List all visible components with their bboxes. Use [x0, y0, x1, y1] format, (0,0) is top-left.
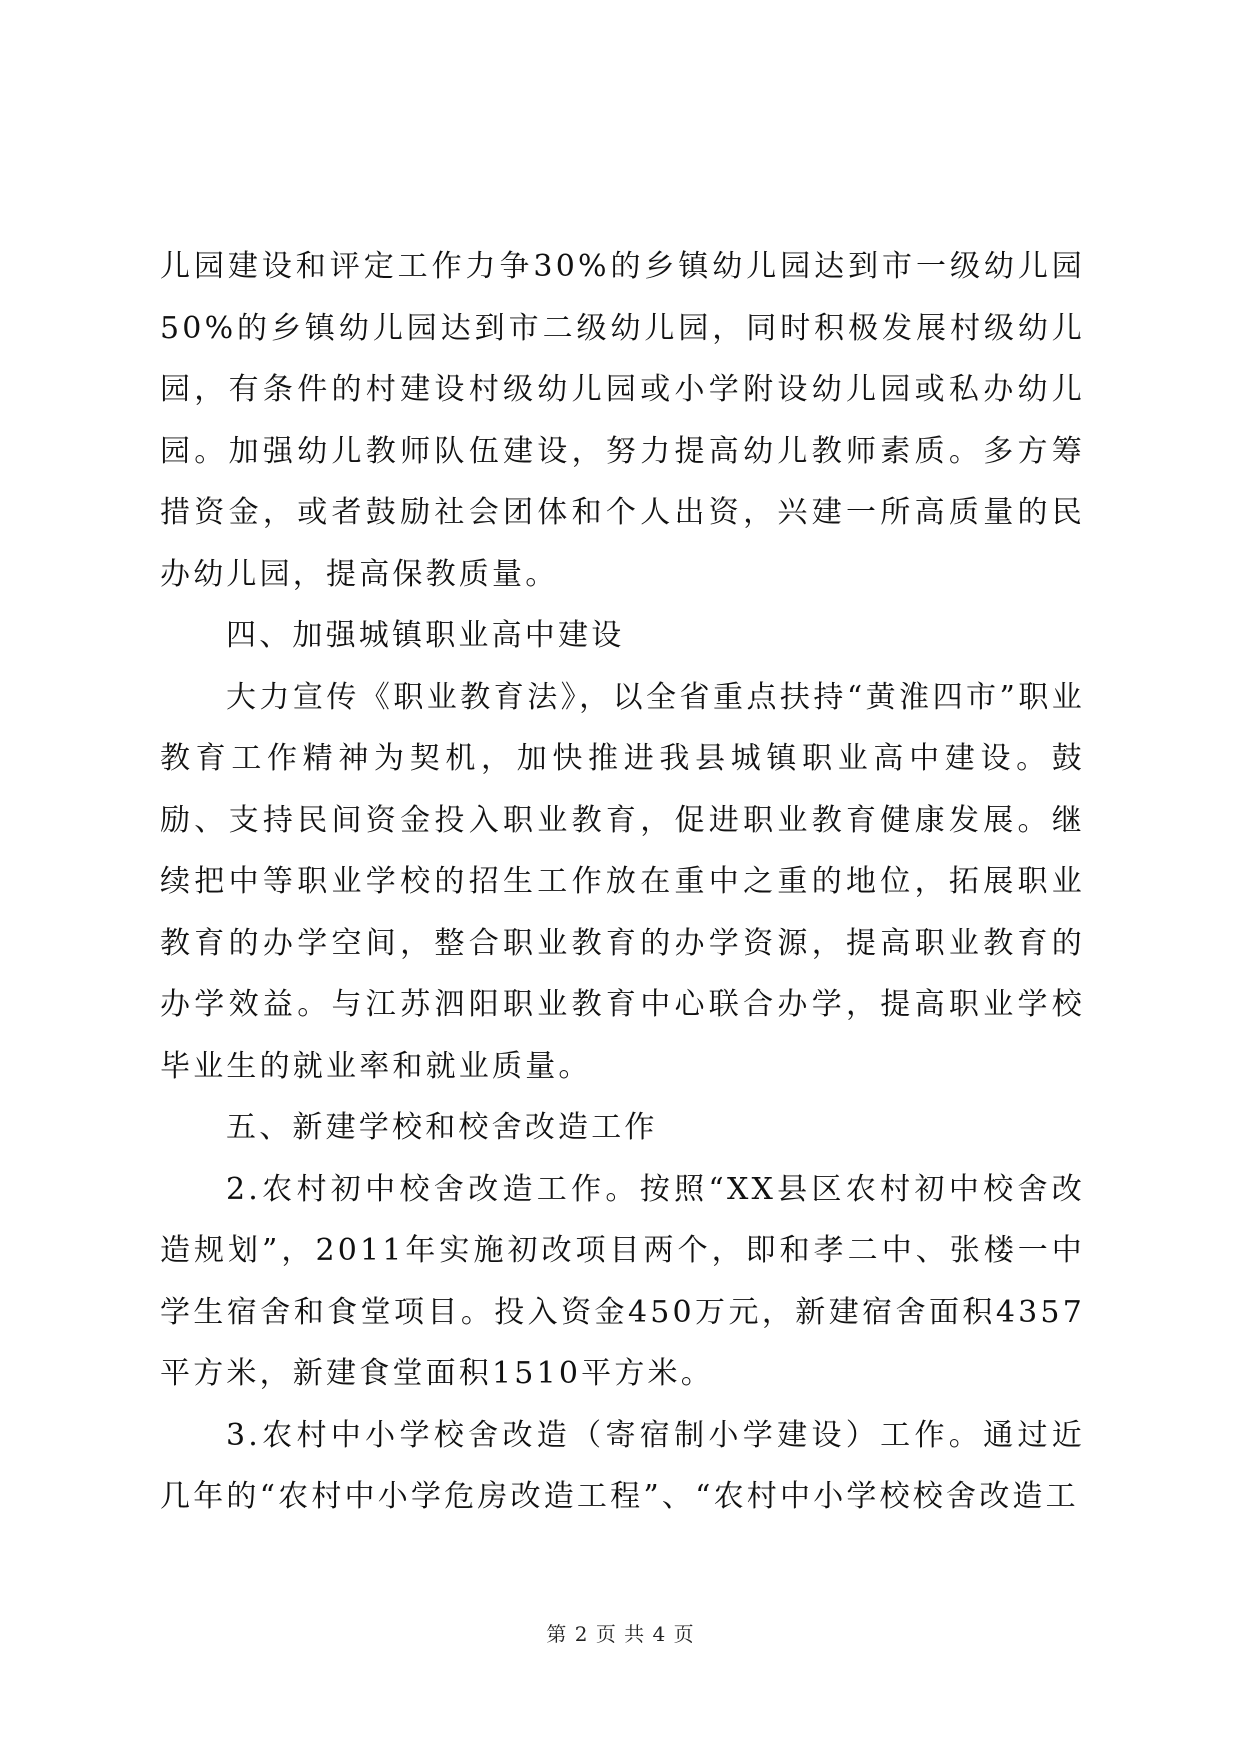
paragraph-boarding-school-renovation: 3.农村中小学校舍改造（寄宿制小学建设）工作。通过近几年的“农村中小学危房改造工程”、“农村中小学校校舍改造工 [160, 1417, 1085, 1514]
paragraph-continuation: 儿园建设和评定工作力争30%的乡镇幼儿园达到市一级幼儿园50%的乡镇幼儿园达到市二级幼儿园，同时积极发展村级幼儿园，有条件的村建设村级幼儿园或小学附设幼儿园或私办幼儿园。加强幼儿教师队伍建设，努力提高幼儿教师素质。多方筹措资金，或者鼓励社会团体和个人出资，兴建一所高质量的民办幼儿园，提高保教质量。 [160, 249, 1085, 592]
section-heading-4: 四、加强城镇职业高中建设 [226, 618, 625, 653]
paragraph-vocational-education: 大力宣传《职业教育法》，以全省重点扶持“黄淮四市”职业教育工作精神为契机，加快推进我县城镇职业高中建设。鼓励、支持民间资金投入职业教育，促进职业教育健康发展。继续把中等职业学校的招生工作放在重中之重的地位，拓展职业教育的办学空间，整合职业教育的办学资源，提高职业教育的办学效益。与江苏泗阳职业教育中心联合办学，提高职业学校毕业生的就业率和就业质量。 [160, 679, 1085, 1084]
paragraph-middle-school-renovation: 2.农村初中校舍改造工作。按照“XX县区农村初中校舍改造规划”，2011年实施初改项目两个，即和孝二中、张楼一中学生宿舍和食堂项目。投入资金450万元，新建宿舍面积4357平方米，新建食堂面积1510平方米。 [160, 1171, 1085, 1391]
section-heading-5: 五、新建学校和校舍改造工作 [226, 1110, 658, 1145]
document-body [160, 236, 1085, 1528]
page-number-footer: 第 2 页 共 4 页 [546, 1622, 695, 1646]
